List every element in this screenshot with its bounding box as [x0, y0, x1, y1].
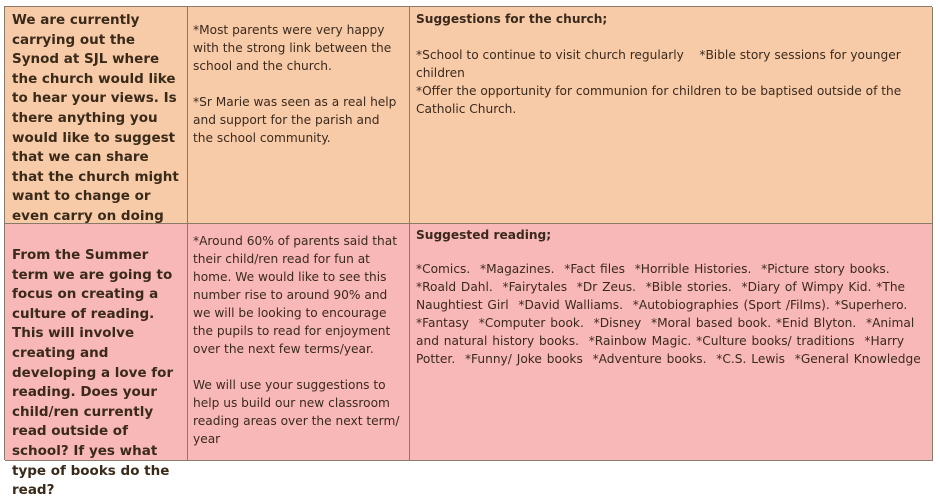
reading-question: From the Summer term we are going to focus on creating a culture of reading. This will involve creating and developing a love for reading. Does your child/ren currently read outside of school? If yes what type of books do the read?	[12, 247, 174, 499]
reading-response-2: We will use your suggestions to help us build our new classroom reading areas over the next term/ year	[193, 378, 400, 446]
reading-responses	[188, 224, 409, 448]
suggested-books-list: *Comics. *Magazines. *Fact files *Horrible Histories. *Picture story books. *Roald Dahl. *Fairytales *Dr Zeus. *Bible stories. *Diary of Wimpy Kid. *The Naughtiest Girl *David Walliams. *Autobiographies (Sport /Films). *Superhero. *Fantasy *Computer book. *Disney *Moral based book. *Enid Blyton. *Animal and natural history books. *Rainbow Magic. *Culture books/ traditions *Harry Potter. *Funny/ Joke books *Adventure books. *C.S. Lewis *General Knowledge	[416, 262, 921, 366]
suggested-reading-heading: Suggested reading;	[416, 228, 552, 242]
synod-responses	[188, 7, 409, 147]
suggested-reading-cell	[410, 224, 933, 461]
synod-suggestions	[410, 7, 932, 118]
reading-question-cell	[5, 224, 188, 499]
feedback-table	[4, 6, 932, 499]
synod-question-cell	[5, 7, 188, 224]
suggestions-heading: Suggestions for the church;	[416, 12, 608, 26]
suggestion-2: *Offer the opportunity for communion for children to be baptised outside of the Catholic Church.	[416, 84, 902, 116]
synod-response-1: *Most parents were very happy with the strong link between the school and the church.	[193, 23, 392, 73]
suggested-reading	[410, 224, 932, 368]
synod-response-2: *Sr Marie was seen as a real help and support for the parish and the school community.	[193, 95, 397, 145]
suggestion-1: *School to continue to visit church regularly *Bible story sessions for younger children	[416, 48, 905, 80]
reading-response-cell	[188, 224, 410, 461]
synod-suggestions-cell	[410, 7, 933, 224]
synod-question: We are currently carrying out the Synod at SJL where the church would like to hear your views. Is there anything you would like to suggest that we can share that the church might want to change or even carry on doing	[12, 12, 179, 224]
synod-response-cell	[188, 7, 410, 224]
reading-response-1: *Around 60% of parents said that their child/ren read for fun at home. We would like to see this number rise to around 90% and we will be looking to encourage the pupils to read for enjoyment over the next few terms/year.	[193, 234, 398, 356]
